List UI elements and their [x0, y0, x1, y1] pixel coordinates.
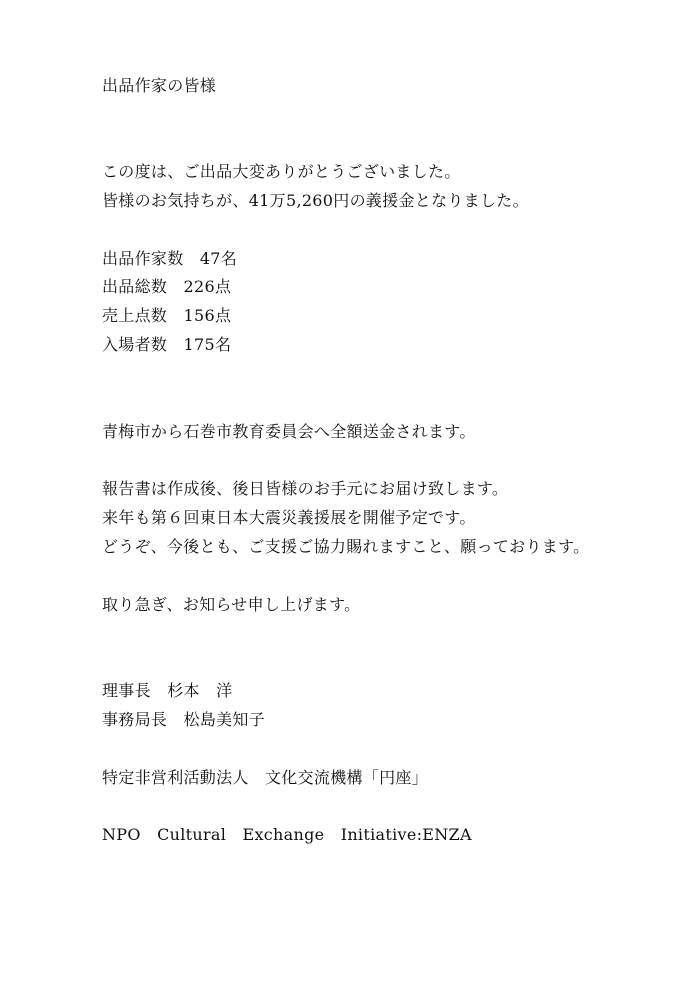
letter-page	[102, 0, 692, 990]
stat-label: 入場者数	[102, 335, 168, 354]
stat-value: 175名	[183, 335, 232, 354]
salutation: 出品作家の皆様	[102, 76, 217, 95]
stat-label: 出品総数	[102, 277, 168, 296]
stat-row	[102, 335, 231, 355]
signature-name: 杉本 洋	[167, 681, 233, 700]
stat-row	[102, 306, 231, 326]
report-line-1: 報告書は作成後、後日皆様のお手元にお届け致します。	[102, 479, 509, 498]
stat-value: 47名	[199, 249, 238, 268]
report-line-2: 来年も第６回東日本大震災義援展を開催予定です。	[102, 508, 476, 527]
thanks-line-1: この度は、ご出品大変ありがとうございました。	[102, 162, 461, 181]
closing-line: 取り急ぎ、お知らせ申し上げます。	[102, 595, 361, 614]
stat-row	[102, 249, 237, 269]
stat-label: 売上点数	[102, 306, 168, 325]
signature-name: 松島美知子	[183, 710, 266, 729]
stat-value: 156点	[183, 306, 232, 325]
signature-chairman	[102, 681, 232, 701]
remittance-line: 青梅市から石巻市教育委員会へ全額送金されます。	[102, 422, 476, 441]
report-line-3: どうぞ、今後とも、ご支援ご協力賜れますこと、願っております。	[102, 537, 590, 556]
signature-title: 理事長	[102, 681, 151, 700]
stat-value: 226点	[183, 277, 232, 296]
thanks-line-2: 皆様のお気持ちが、41万5,260円の義援金となりました。	[102, 191, 529, 210]
signature-title: 事務局長	[102, 710, 168, 729]
stat-row	[102, 277, 231, 297]
signature-secretary-general	[102, 710, 265, 730]
organization-name-en: NPO Cultural Exchange Initiative:ENZA	[102, 825, 472, 844]
organization-name-jp: 特定非営利活動法人 文化交流機構「円座」	[102, 768, 429, 787]
stat-label: 出品作家数	[102, 249, 184, 268]
